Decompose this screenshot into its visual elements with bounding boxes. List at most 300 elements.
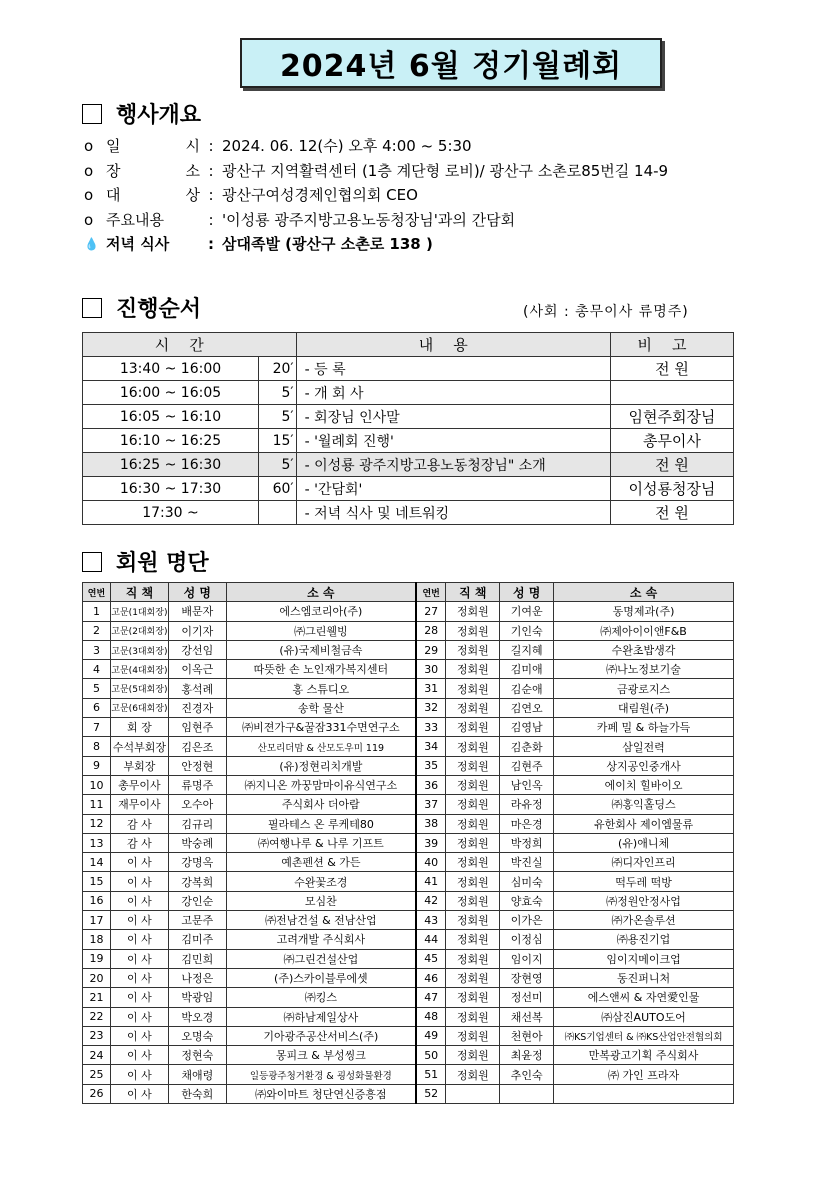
- schedule-row: [83, 501, 734, 525]
- member-position: 정회원: [446, 795, 500, 814]
- member-position: [446, 1084, 500, 1103]
- schedule-note: 전 원: [610, 501, 733, 525]
- table-row: [83, 814, 734, 833]
- member-company: 대림원(주): [554, 698, 734, 717]
- member-no: 3: [83, 640, 111, 659]
- table-row: [83, 795, 734, 814]
- member-no: 25: [83, 1065, 111, 1084]
- member-name: 김춘화: [500, 737, 554, 756]
- overview-value: '이성룡 광주지방고용노동청장님'과의 간담회: [222, 210, 516, 229]
- member-position: 고문(1대회장): [110, 602, 168, 621]
- table-row: [83, 911, 734, 930]
- member-name: 임이지: [500, 949, 554, 968]
- table-row: [83, 660, 734, 679]
- member-no: 36: [416, 775, 446, 794]
- overview-label-part: 상: [185, 186, 200, 204]
- member-company: 송학 물산: [226, 698, 416, 717]
- members-header-company: 소 속: [226, 583, 416, 602]
- schedule-header-note: 비고: [610, 333, 733, 357]
- checkbox-square-icon: [82, 298, 102, 318]
- member-name: 강복희: [168, 872, 226, 891]
- overview-value: 광산구 지역활력센터 (1층 계단형 로비)/ 광산구 소촌로85번길 14-9: [222, 161, 669, 180]
- member-company: ㈜여행나루 & 나루 기프트: [226, 833, 416, 852]
- overview-row: [84, 159, 668, 184]
- member-company: 모심찬: [226, 891, 416, 910]
- member-name: 최윤정: [500, 1046, 554, 1065]
- member-name: 나정은: [168, 968, 226, 987]
- member-company: 떡두레 떡방: [554, 872, 734, 891]
- member-name: 김은조: [168, 737, 226, 756]
- member-name: 안정현: [168, 756, 226, 775]
- member-name: 심미숙: [500, 872, 554, 891]
- overview-row: [84, 208, 668, 233]
- member-position: 정회원: [446, 814, 500, 833]
- member-no: 42: [416, 891, 446, 910]
- member-company: ㈜홍익홀딩스: [554, 795, 734, 814]
- table-row: [83, 833, 734, 852]
- member-name: 김영남: [500, 718, 554, 737]
- member-position: 정회원: [446, 949, 500, 968]
- member-company: 따뜻한 손 노인재가복지센터: [226, 660, 416, 679]
- member-name: 천현아: [500, 1026, 554, 1045]
- checkbox-square-icon: [82, 104, 102, 124]
- schedule-duration: [258, 501, 296, 525]
- table-row: [83, 988, 734, 1007]
- member-position: 이 사: [110, 1046, 168, 1065]
- member-company: 수완꽃조경: [226, 872, 416, 891]
- member-position: 정회원: [446, 853, 500, 872]
- schedule-row: [83, 453, 734, 477]
- overview-label: [106, 183, 200, 208]
- member-no: 46: [416, 968, 446, 987]
- member-position: 감 사: [110, 814, 168, 833]
- member-no: 13: [83, 833, 111, 852]
- member-company: 고려개발 주식회사: [226, 930, 416, 949]
- member-company: [554, 1084, 734, 1103]
- page-title: 2024년 6월 정기월례회: [240, 38, 662, 88]
- member-no: 23: [83, 1026, 111, 1045]
- table-row: [83, 679, 734, 698]
- colon: :: [208, 210, 214, 229]
- member-no: 2: [83, 621, 111, 640]
- member-no: 15: [83, 872, 111, 891]
- table-row: [83, 968, 734, 987]
- member-name: 오수아: [168, 795, 226, 814]
- member-company: ㈜용진기업: [554, 930, 734, 949]
- schedule-content: - 저녁 식사 및 네트워킹: [296, 501, 610, 525]
- member-no: 7: [83, 718, 111, 737]
- member-company: 홍 스튜디오: [226, 679, 416, 698]
- member-position: 고문(2대회장): [110, 621, 168, 640]
- colon: :: [208, 161, 214, 180]
- member-name: 박광임: [168, 988, 226, 1007]
- overview-row: [84, 232, 668, 257]
- member-company: 동명제과(주): [554, 602, 734, 621]
- schedule-duration: 5′: [258, 381, 296, 405]
- member-company: ㈜제아이이앤F&B: [554, 621, 734, 640]
- member-no: 21: [83, 988, 111, 1007]
- member-company: ㈜전남건설 & 전남산업: [226, 911, 416, 930]
- section-members-title: 회원 명단: [116, 551, 209, 576]
- member-company: 카페 밀 & 하늘가득: [554, 718, 734, 737]
- overview-label-part: 대: [106, 186, 121, 204]
- member-name: 진경자: [168, 698, 226, 717]
- member-name: 길지혜: [500, 640, 554, 659]
- schedule-time: 16:25 ~ 16:30: [83, 453, 259, 477]
- member-company: ㈜그린웰빙: [226, 621, 416, 640]
- member-company: ㈜지니온 까꿍맘마이유식연구소: [226, 775, 416, 794]
- colon: :: [208, 235, 214, 253]
- member-no: 19: [83, 949, 111, 968]
- overview-value: 2024. 06. 12(수) 오후 4:00 ~ 5:30: [222, 137, 472, 155]
- member-no: 47: [416, 988, 446, 1007]
- member-position: 고문(4대회장): [110, 660, 168, 679]
- member-company: 에스앤씨 & 자연愛인물: [554, 988, 734, 1007]
- table-row: [83, 775, 734, 794]
- member-name: 박진실: [500, 853, 554, 872]
- member-position: 이 사: [110, 853, 168, 872]
- member-no: 14: [83, 853, 111, 872]
- schedule-duration: 15′: [258, 429, 296, 453]
- schedule-row: [83, 381, 734, 405]
- members-header-no: 연번: [83, 583, 111, 602]
- member-position: 이 사: [110, 1007, 168, 1026]
- member-position: 감 사: [110, 833, 168, 852]
- member-name: 김미주: [168, 930, 226, 949]
- member-name: 이가은: [500, 911, 554, 930]
- member-company: ㈜와이마트 청단연신증흥점: [226, 1084, 416, 1103]
- schedule-time: 16:30 ~ 17:30: [83, 477, 259, 501]
- member-no: 39: [416, 833, 446, 852]
- member-company: 기아광주공산서비스(주): [226, 1026, 416, 1045]
- member-no: 32: [416, 698, 446, 717]
- schedule-content: - '월례회 진행': [296, 429, 610, 453]
- members-header-name: 성 명: [500, 583, 554, 602]
- member-company: ㈜삼진AUTO도어: [554, 1007, 734, 1026]
- member-name: 김연오: [500, 698, 554, 717]
- member-company: 수완초밥생각: [554, 640, 734, 659]
- overview-row: [84, 134, 668, 159]
- member-company: 만복광고기획 주식회사: [554, 1046, 734, 1065]
- member-name: 채애령: [168, 1065, 226, 1084]
- member-name: [500, 1084, 554, 1103]
- member-company: ㈜킹스: [226, 988, 416, 1007]
- member-name: 김미애: [500, 660, 554, 679]
- member-no: 20: [83, 968, 111, 987]
- overview-label: [106, 134, 200, 159]
- table-row: [83, 1007, 734, 1026]
- overview-label-part: 소: [185, 161, 200, 180]
- member-position: 이 사: [110, 930, 168, 949]
- member-no: 26: [83, 1084, 111, 1103]
- member-position: 정회원: [446, 1065, 500, 1084]
- member-position: 이 사: [110, 1084, 168, 1103]
- member-company: ㈜ 가인 프라자: [554, 1065, 734, 1084]
- table-row: [83, 1026, 734, 1045]
- section-program: [82, 292, 201, 323]
- member-position: 수석부회장: [110, 737, 168, 756]
- table-row: [83, 891, 734, 910]
- member-position: 정회원: [446, 698, 500, 717]
- bullet-o: o: [84, 186, 94, 204]
- overview-value: 삼대족발 (광산구 소촌로 138 ): [222, 235, 433, 253]
- member-no: 5: [83, 679, 111, 698]
- member-position: 고문(6대회장): [110, 698, 168, 717]
- drop-icon: 💧: [84, 237, 99, 251]
- member-company: 동진퍼니처: [554, 968, 734, 987]
- member-position: 정회원: [446, 718, 500, 737]
- table-row: [83, 1065, 734, 1084]
- member-no: 49: [416, 1026, 446, 1045]
- member-no: 31: [416, 679, 446, 698]
- schedule-time: 16:05 ~ 16:10: [83, 405, 259, 429]
- table-row: [83, 853, 734, 872]
- member-no: 22: [83, 1007, 111, 1026]
- member-position: 정회원: [446, 988, 500, 1007]
- schedule-time: 16:10 ~ 16:25: [83, 429, 259, 453]
- member-name: 오명숙: [168, 1026, 226, 1045]
- table-row: [83, 718, 734, 737]
- colon: :: [208, 137, 214, 155]
- bullet-o: o: [84, 210, 94, 229]
- member-no: 29: [416, 640, 446, 659]
- member-company: ㈜디자인프리: [554, 853, 734, 872]
- member-name: 강명옥: [168, 853, 226, 872]
- schedule-time: 17:30 ~: [83, 501, 259, 525]
- member-position: 이 사: [110, 949, 168, 968]
- member-no: 1: [83, 602, 111, 621]
- members-table: [82, 582, 734, 1104]
- member-position: 이 사: [110, 891, 168, 910]
- member-company: (유)정현리치개발: [226, 756, 416, 775]
- table-row: [83, 621, 734, 640]
- member-position: 이 사: [110, 1026, 168, 1045]
- member-position: 이 사: [110, 988, 168, 1007]
- schedule-content: - 등 록: [296, 357, 610, 381]
- overview-row: [84, 183, 668, 208]
- member-name: 한숙희: [168, 1084, 226, 1103]
- member-position: 정회원: [446, 660, 500, 679]
- member-company: ㈜비젼가구&꿀잠331수면연구소: [226, 718, 416, 737]
- table-row: [83, 1046, 734, 1065]
- member-company: 유한회사 제이엠물류: [554, 814, 734, 833]
- member-name: 이기자: [168, 621, 226, 640]
- member-company: ㈜KS기업센터 & ㈜KS산업안전협의회: [554, 1026, 734, 1045]
- member-no: 17: [83, 911, 111, 930]
- table-row: [83, 872, 734, 891]
- member-position: 이 사: [110, 1065, 168, 1084]
- schedule-content: - 이성룡 광주지방고용노동청장님" 소개: [296, 453, 610, 477]
- member-no: 8: [83, 737, 111, 756]
- member-name: 이옥근: [168, 660, 226, 679]
- overview-label-part: 저녁 식사: [106, 235, 170, 253]
- overview-label-part: 장: [106, 161, 121, 180]
- member-position: 부회장: [110, 756, 168, 775]
- member-no: 45: [416, 949, 446, 968]
- checkbox-square-icon: [82, 552, 102, 572]
- member-position: 정회원: [446, 1046, 500, 1065]
- member-no: 9: [83, 756, 111, 775]
- member-no: 28: [416, 621, 446, 640]
- schedule-content: - 개 회 사: [296, 381, 610, 405]
- schedule-duration: 20′: [258, 357, 296, 381]
- member-company: ㈜하남제일상사: [226, 1007, 416, 1026]
- member-company: (주)스카이블루에셋: [226, 968, 416, 987]
- member-no: 6: [83, 698, 111, 717]
- schedule-duration: 60′: [258, 477, 296, 501]
- member-name: 정선미: [500, 988, 554, 1007]
- member-no: 33: [416, 718, 446, 737]
- member-company: 몽피크 & 부성씽크: [226, 1046, 416, 1065]
- section-overview-title: 행사개요: [116, 103, 202, 128]
- member-position: 정회원: [446, 930, 500, 949]
- member-no: 52: [416, 1084, 446, 1103]
- member-position: 정회원: [446, 621, 500, 640]
- member-no: 50: [416, 1046, 446, 1065]
- member-position: 정회원: [446, 872, 500, 891]
- member-position: 정회원: [446, 911, 500, 930]
- section-overview: [82, 98, 201, 129]
- member-name: 강선임: [168, 640, 226, 659]
- member-position: 정회원: [446, 756, 500, 775]
- schedule-row: [83, 477, 734, 501]
- overview-label: [106, 208, 200, 233]
- overview-list: [84, 134, 668, 257]
- member-position: 이 사: [110, 872, 168, 891]
- schedule-duration: 5′: [258, 405, 296, 429]
- member-name: 강인순: [168, 891, 226, 910]
- member-position: 고문(5대회장): [110, 679, 168, 698]
- schedule-duration: 5′: [258, 453, 296, 477]
- member-no: 27: [416, 602, 446, 621]
- overview-value: 광산구여성경제인협의회 CEO: [222, 186, 418, 204]
- overview-label-part: 일: [106, 137, 121, 155]
- member-position: 정회원: [446, 1007, 500, 1026]
- member-position: 이 사: [110, 968, 168, 987]
- overview-label: [106, 232, 200, 257]
- member-name: 홍석례: [168, 679, 226, 698]
- member-no: 34: [416, 737, 446, 756]
- schedule-note: 전 원: [610, 453, 733, 477]
- member-no: 38: [416, 814, 446, 833]
- member-company: 상지공인중개사: [554, 756, 734, 775]
- member-company: 주식회사 더아람: [226, 795, 416, 814]
- table-row: [83, 602, 734, 621]
- members-header-company: 소 속: [554, 583, 734, 602]
- member-company: 금광로지스: [554, 679, 734, 698]
- members-header-position: 직 책: [110, 583, 168, 602]
- table-row: [83, 949, 734, 968]
- member-position: 정회원: [446, 833, 500, 852]
- member-company: 예촌펜션 & 가든: [226, 853, 416, 872]
- schedule-header-time: 시간: [83, 333, 297, 357]
- member-name: 이정심: [500, 930, 554, 949]
- member-position: 재무이사: [110, 795, 168, 814]
- member-name: 류명주: [168, 775, 226, 794]
- table-row: [83, 1084, 734, 1103]
- member-name: 박정희: [500, 833, 554, 852]
- schedule-time: 16:00 ~ 16:05: [83, 381, 259, 405]
- member-name: 배문자: [168, 602, 226, 621]
- member-name: 기여운: [500, 602, 554, 621]
- member-no: 16: [83, 891, 111, 910]
- schedule-row: [83, 357, 734, 381]
- member-no: 12: [83, 814, 111, 833]
- member-company: ㈜나노정보기술: [554, 660, 734, 679]
- member-name: 김순애: [500, 679, 554, 698]
- member-position: 정회원: [446, 968, 500, 987]
- table-row: [83, 930, 734, 949]
- member-position: 정회원: [446, 602, 500, 621]
- table-row: [83, 698, 734, 717]
- colon: :: [208, 186, 214, 204]
- member-company: ㈜정원안정사업: [554, 891, 734, 910]
- schedule-note: 전 원: [610, 357, 733, 381]
- member-no: 11: [83, 795, 111, 814]
- overview-label-part: 시: [185, 137, 200, 155]
- table-row: [83, 640, 734, 659]
- member-name: 김민희: [168, 949, 226, 968]
- member-name: 채선복: [500, 1007, 554, 1026]
- members-header-name: 성 명: [168, 583, 226, 602]
- member-position: 회 장: [110, 718, 168, 737]
- schedule-table: [82, 332, 734, 525]
- schedule-row: [83, 429, 734, 453]
- member-company: (유)애니체: [554, 833, 734, 852]
- member-name: 고문주: [168, 911, 226, 930]
- member-name: 장현영: [500, 968, 554, 987]
- schedule-time: 13:40 ~ 16:00: [83, 357, 259, 381]
- member-position: 총무이사: [110, 775, 168, 794]
- member-position: 이 사: [110, 911, 168, 930]
- member-no: 37: [416, 795, 446, 814]
- member-no: 41: [416, 872, 446, 891]
- member-position: 정회원: [446, 775, 500, 794]
- bullet-o: o: [84, 161, 94, 180]
- member-position: 정회원: [446, 640, 500, 659]
- member-no: 24: [83, 1046, 111, 1065]
- members-header-no: 연번: [416, 583, 446, 602]
- member-company: 에이치 힐바이오: [554, 775, 734, 794]
- member-company: 에스엠코리아(주): [226, 602, 416, 621]
- member-name: 김현주: [500, 756, 554, 775]
- member-company: 임이지메이크업: [554, 949, 734, 968]
- members-header-position: 직 책: [446, 583, 500, 602]
- member-name: 마은경: [500, 814, 554, 833]
- member-company: (유)국제비철금속: [226, 640, 416, 659]
- schedule-note: 총무이사: [610, 429, 733, 453]
- member-name: 박숭례: [168, 833, 226, 852]
- member-position: 정회원: [446, 679, 500, 698]
- member-company: 산모리더맘 & 산모도우미 119: [226, 737, 416, 756]
- section-program-title: 진행순서: [116, 297, 202, 322]
- schedule-row: [83, 405, 734, 429]
- member-no: 30: [416, 660, 446, 679]
- schedule-note: [610, 381, 733, 405]
- member-no: 48: [416, 1007, 446, 1026]
- member-position: 정회원: [446, 1026, 500, 1045]
- table-row: [83, 737, 734, 756]
- member-name: 김규리: [168, 814, 226, 833]
- member-no: 18: [83, 930, 111, 949]
- schedule-note: 임현주회장님: [610, 405, 733, 429]
- host-note: (사회 : 총무이사 류명주): [523, 304, 689, 320]
- member-position: 정회원: [446, 737, 500, 756]
- member-no: 4: [83, 660, 111, 679]
- member-company: ㈜가온솔루션: [554, 911, 734, 930]
- schedule-content: - 회장님 인사말: [296, 405, 610, 429]
- member-name: 임현주: [168, 718, 226, 737]
